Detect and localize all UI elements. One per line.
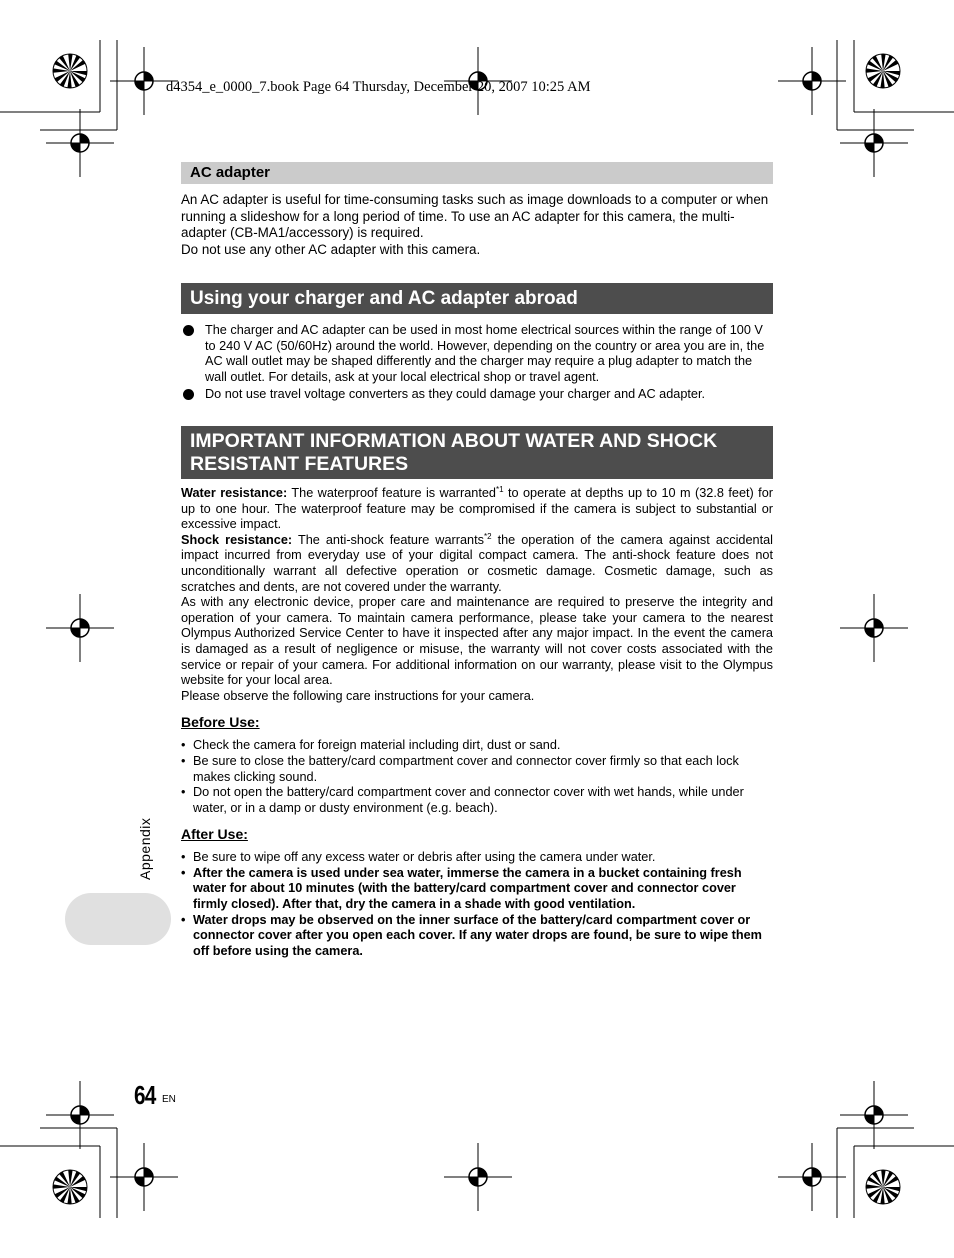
section-tab-marker bbox=[65, 893, 171, 945]
list-item bbox=[181, 785, 773, 816]
bullet-text: Do not use travel voltage converters as they could damage your charger and AC adapter. bbox=[205, 387, 706, 402]
before-use-heading: Before Use: bbox=[181, 714, 260, 731]
shock-resistance-label: Shock resistance: bbox=[181, 532, 293, 547]
footnote-ref: *2 bbox=[483, 531, 492, 541]
item-text: After the camera is used under sea water, immerse the camera in a bucket containing fresh water for about 10 minutes (with the battery/card compartment cover and connector cover firmly closed). After that, dry the camera in a shade with good ventilation. bbox=[193, 865, 742, 912]
water-resistance-label: Water resistance: bbox=[181, 486, 288, 500]
bullet-icon: • bbox=[181, 738, 186, 753]
list-item bbox=[181, 913, 773, 960]
after-use-heading: After Use: bbox=[181, 826, 248, 843]
bullet-icon: • bbox=[181, 753, 186, 768]
item-text: Be sure to close the battery/card compartment cover and connector cover firmly so that each lock makes clicking sound. bbox=[193, 753, 739, 784]
bullet-icon: • bbox=[181, 912, 186, 927]
bullet-icon: • bbox=[181, 865, 186, 880]
bullet-icon: • bbox=[181, 785, 186, 800]
water-shock-body bbox=[181, 486, 773, 704]
text-run: the operation of the camera against accidental impact incurred from everyday use of your digital compact camera. The anti-shock feature does not unconditionally warrant all defective operation or cosmetic damage. Cosmetic damage, such as scratches and dents, are not covered under the warranty. bbox=[181, 532, 773, 594]
ac-adapter-body bbox=[181, 192, 773, 258]
water-resistance-paragraph bbox=[181, 486, 773, 533]
after-use-list bbox=[181, 850, 773, 959]
ac-adapter-paragraph: An AC adapter is useful for time-consuming tasks such as image downloads to a computer or when running a slideshow for a long period of time. To use an AC adapter for this camera, the multi-adapter (CB-MA1/accessory) is required. bbox=[181, 192, 769, 240]
shock-resistance-paragraph bbox=[181, 533, 773, 595]
page-language: EN bbox=[162, 1094, 176, 1105]
item-text: Check the camera for foreign material including dirt, dust or sand. bbox=[193, 738, 561, 753]
care-paragraph: As with any electronic device, proper care and maintenance are required to preserve the integrity and operation of your camera. To maintain camera performance, please take your camera to the nearest Olympus Authorized Service Center to have it inspected after any major impact. In the event the camera is damaged as a result of negligence or misuse, the warranty will not cover costs associated with the service or repair of your camera. For additional information on our warranty, please visit to the Olympus website for your local area. bbox=[181, 595, 773, 688]
bullet-text: The charger and AC adapter can be used in most home electrical sources within the range of 100 V to 240 V AC (50/60Hz) around the world. However, depending on the country or area you are in, the AC wall outlet may be shaped differently and the charger may require a plug adapter to match the wall outlet. For details, ask at your local electrical shop or travel agent. bbox=[205, 323, 765, 384]
text-run: to operate at depths up to 10 m (32.8 feet) for up to one hour. The waterproof feature may be compromised if the camera is subject to substantial or excessive impact. bbox=[181, 486, 773, 532]
abroad-section bbox=[181, 283, 773, 405]
bullet-icon: • bbox=[181, 850, 186, 865]
item-text: Be sure to wipe off any excess water or debris after using the camera under water. bbox=[193, 850, 656, 865]
list-item bbox=[181, 866, 773, 913]
before-use-list bbox=[181, 738, 773, 816]
list-item bbox=[181, 738, 773, 754]
text-run: The anti-shock feature warrants bbox=[292, 532, 484, 547]
ac-adapter-heading: AC adapter bbox=[181, 162, 773, 184]
text-run: The waterproof feature is warranted bbox=[287, 486, 496, 500]
water-shock-heading bbox=[181, 426, 773, 479]
observe-paragraph: Please observe the following care instructions for your camera. bbox=[181, 688, 535, 703]
bullet-dot-icon bbox=[183, 325, 194, 336]
list-item bbox=[181, 323, 773, 385]
footnote-ref: *1 bbox=[495, 485, 504, 494]
ac-adapter-warning: Do not use any other AC adapter with this camera. bbox=[181, 241, 481, 257]
list-item bbox=[181, 850, 773, 866]
water-shock-section bbox=[181, 426, 773, 959]
abroad-bullet-list bbox=[181, 323, 773, 403]
page-number: 64 bbox=[134, 1080, 156, 1110]
heading-line: IMPORTANT INFORMATION ABOUT WATER AND SHOCK bbox=[190, 430, 718, 452]
list-item bbox=[181, 387, 773, 403]
list-item bbox=[181, 754, 773, 785]
heading-line: RESISTANT FEATURES bbox=[190, 453, 409, 475]
item-text: Water drops may be observed on the inner surface of the battery/card compartment cover or connector cover after you open each cover. If any water drops are found, be sure to wipe them off before using the camera. bbox=[193, 912, 762, 958]
ac-adapter-section bbox=[181, 162, 773, 258]
abroad-heading: Using your charger and AC adapter abroad bbox=[181, 283, 773, 314]
item-text: Do not open the battery/card compartment cover and connector cover with wet hands, while under water, or in a damp or dusty environment (e.g. beach). bbox=[193, 785, 744, 815]
book-info-header: d4354_e_0000_7.book Page 64 Thursday, December 20, 2007 10:25 AM bbox=[166, 79, 591, 95]
bullet-dot-icon bbox=[183, 389, 194, 400]
appendix-side-tab-label: Appendix bbox=[137, 817, 153, 880]
